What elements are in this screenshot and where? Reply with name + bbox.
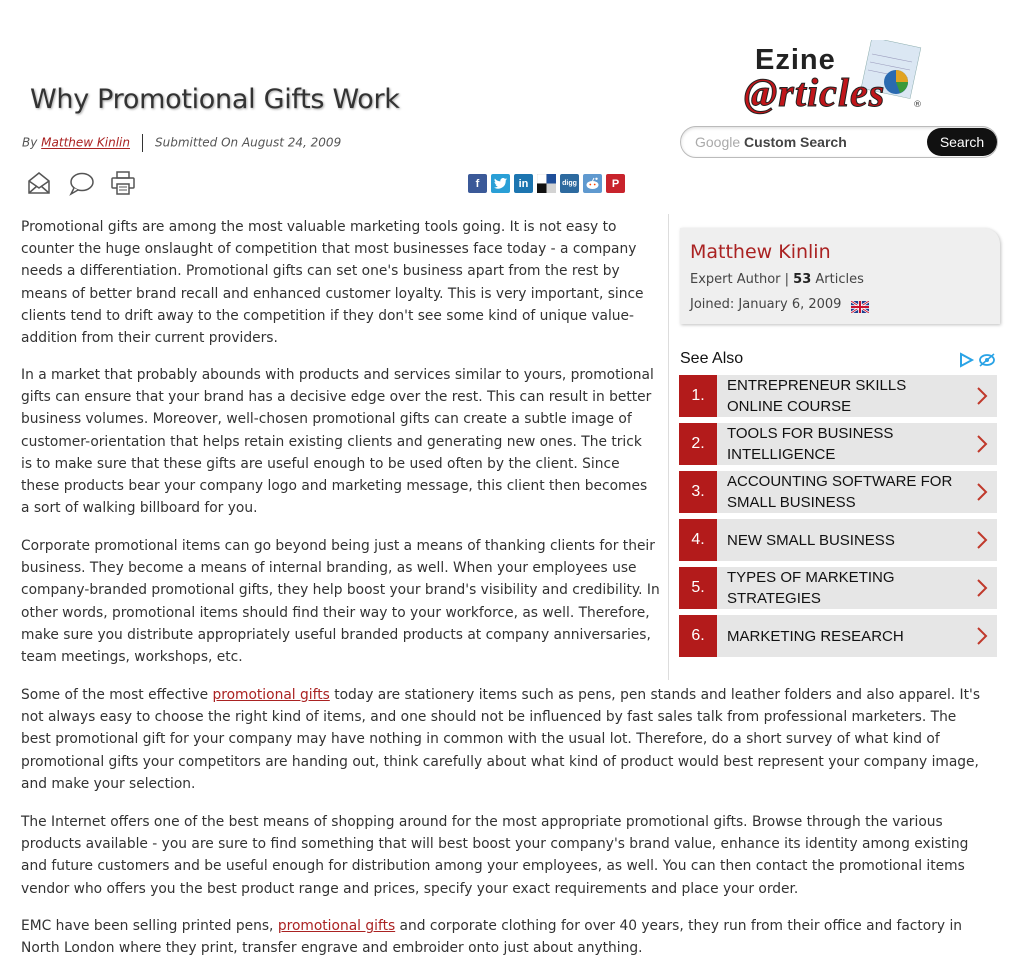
promotional-gifts-link[interactable]: promotional gifts: [212, 687, 330, 703]
author-role-label: Expert Author |: [690, 272, 790, 287]
see-also-number: 5.: [679, 567, 717, 609]
google-label: Google: [695, 134, 741, 150]
see-also-label: ACCOUNTING SOFTWARE FOR SMALL BUSINESS: [727, 473, 953, 511]
pinterest-icon[interactable]: P: [606, 174, 625, 193]
twitter-icon[interactable]: [491, 174, 510, 193]
facebook-icon[interactable]: f: [468, 174, 487, 193]
see-also-item-6[interactable]: [679, 615, 997, 657]
chevron-right-icon: [975, 482, 989, 502]
author-role: [690, 272, 864, 287]
logo-registered-mark: ®: [913, 100, 922, 110]
uk-flag-icon: [851, 298, 869, 310]
article-paragraph-5: The Internet offers one of the best means of shopping around for the most appropriate promotional gifts. Browse through the various products available - you are sure to find something that will best boost your company's brand value, enhance its identity among existing and future customers and be useful enough for distribution among your employees, as well. You can then contact the promotional items vendor who offers you the best product range and prices, specify your exact requirements and place your order.: [21, 814, 969, 897]
print-icon[interactable]: [110, 170, 136, 196]
logo-ezine-text: Ezine: [755, 44, 836, 76]
p6-text-b: and corporate clothing for over 40 years, they run from their office and factory in North London where they print, transfer engrave and embroider onto just about anything.: [21, 918, 963, 957]
see-also-item-4[interactable]: [679, 519, 997, 561]
article-paragraph-3: Corporate promotional items can go beyond being just a means of thanking clients for their business. They become a means of internal branding, as well. When your employees use company-branded promotional gifts, they help boost your brand's visibility and credibility. In other words, promotional items should find their way to your workforce, as well. Therefore, make sure you distribute appropriately useful branded products at company anniversaries, team meetings, workshops, etc.: [21, 538, 660, 666]
chevron-right-icon: [975, 626, 989, 646]
see-also-number: 3.: [679, 471, 717, 513]
search-placeholder: [695, 134, 847, 150]
see-also-number: 1.: [679, 375, 717, 417]
see-also-label: ENTREPRENEUR SKILLS ONLINE COURSE: [727, 377, 907, 415]
see-also-number: 4.: [679, 519, 717, 561]
adchoices-icon[interactable]: [960, 352, 996, 368]
author-name[interactable]: Matthew Kinlin: [690, 241, 831, 263]
see-also-label: NEW SMALL BUSINESS: [727, 531, 895, 549]
search-button[interactable]: Search: [927, 128, 997, 156]
p6-text-a: EMC have been selling printed pens,: [21, 918, 278, 934]
p4-text-a: Some of the most effective: [21, 687, 213, 703]
see-also-item-3[interactable]: [679, 471, 997, 513]
see-also-item-2[interactable]: [679, 423, 997, 465]
article-paragraph-6: [21, 915, 986, 959]
email-icon[interactable]: [26, 170, 52, 196]
see-also-number: 6.: [679, 615, 717, 657]
social-share-bar: [468, 174, 625, 193]
articles-label: Articles: [815, 272, 864, 287]
see-also-item-5[interactable]: [679, 567, 997, 609]
see-also-label: MARKETING RESEARCH: [727, 627, 904, 645]
article-paragraph-4: [21, 684, 986, 795]
article-paragraph-1: Promotional gifts are among the most valuable marketing tools going. It is not easy to counter the huge onslaught of competition that most businesses face today - a company needs a differentiation. Promotional gifts can set one's business apart from the rest by means of better brand recall and enhanced customer loyalty. This is very important, since clients tend to drift away to the competition if they don't see some kind of unique value-addition from their current providers.: [21, 219, 644, 347]
see-also-label: TOOLS FOR BUSINESS INTELLIGENCE: [727, 425, 894, 463]
logo-articles-text: @rticles: [744, 70, 886, 115]
byline: [22, 134, 341, 152]
p4-text-b: today are stationery items such as pens, pen stands and leather folders and also apparel. It's not always easy to choose the right kind of items, and one should not be influenced by fast sales talk from professional marketers. The best promotional gift for your company may have nothing in common with the usual lot. Therefore, do a short survey of what kind of promotional gifts your competitors are handing out, think carefully about what kind of product would best represent your company image, and make your selection.: [21, 687, 981, 792]
promotional-gifts-link-2[interactable]: promotional gifts: [277, 918, 396, 934]
submitted-date: Submitted On August 24, 2009: [155, 135, 342, 150]
see-also-title: See Also: [680, 350, 744, 367]
byline-divider: [142, 134, 143, 152]
article-paragraph-2: In a market that probably abounds with products and services similar to yours, promotional gifts can ensure that your brand has a decisive edge over the rest. This can result in better business volumes. Moreover, well-chosen promotional gifts can create a subtle image of customer-orientation that helps retain existing clients and generating new ones. The trick is to make sure that these gifts are useful enough to be used often by the client. Since these products bear your company logo and marketing message, this client then becomes a sort of walking billboard for you.: [21, 367, 654, 517]
digg-icon[interactable]: digg: [560, 174, 579, 193]
content-divider: [668, 214, 669, 680]
chevron-right-icon: [975, 434, 989, 454]
chevron-right-icon: [975, 386, 989, 406]
page-title: Why Promotional Gifts Work: [30, 84, 400, 115]
articles-count: 53: [793, 272, 812, 287]
reddit-icon[interactable]: [583, 174, 602, 193]
see-also-number: 2.: [679, 423, 717, 465]
see-also-item-1[interactable]: [679, 375, 997, 417]
linkedin-icon[interactable]: in: [514, 174, 533, 193]
author-joined: Joined: January 6, 2009: [690, 297, 842, 312]
comment-icon[interactable]: [68, 170, 94, 196]
author-link[interactable]: Matthew Kinlin: [41, 135, 130, 150]
chevron-right-icon: [975, 578, 989, 598]
see-also-label: TYPES OF MARKETING STRATEGIES: [727, 569, 895, 607]
by-label: By: [22, 135, 38, 150]
chevron-right-icon: [975, 530, 989, 550]
search-placeholder-text: Custom Search: [744, 134, 847, 150]
delicious-icon[interactable]: [537, 174, 556, 193]
